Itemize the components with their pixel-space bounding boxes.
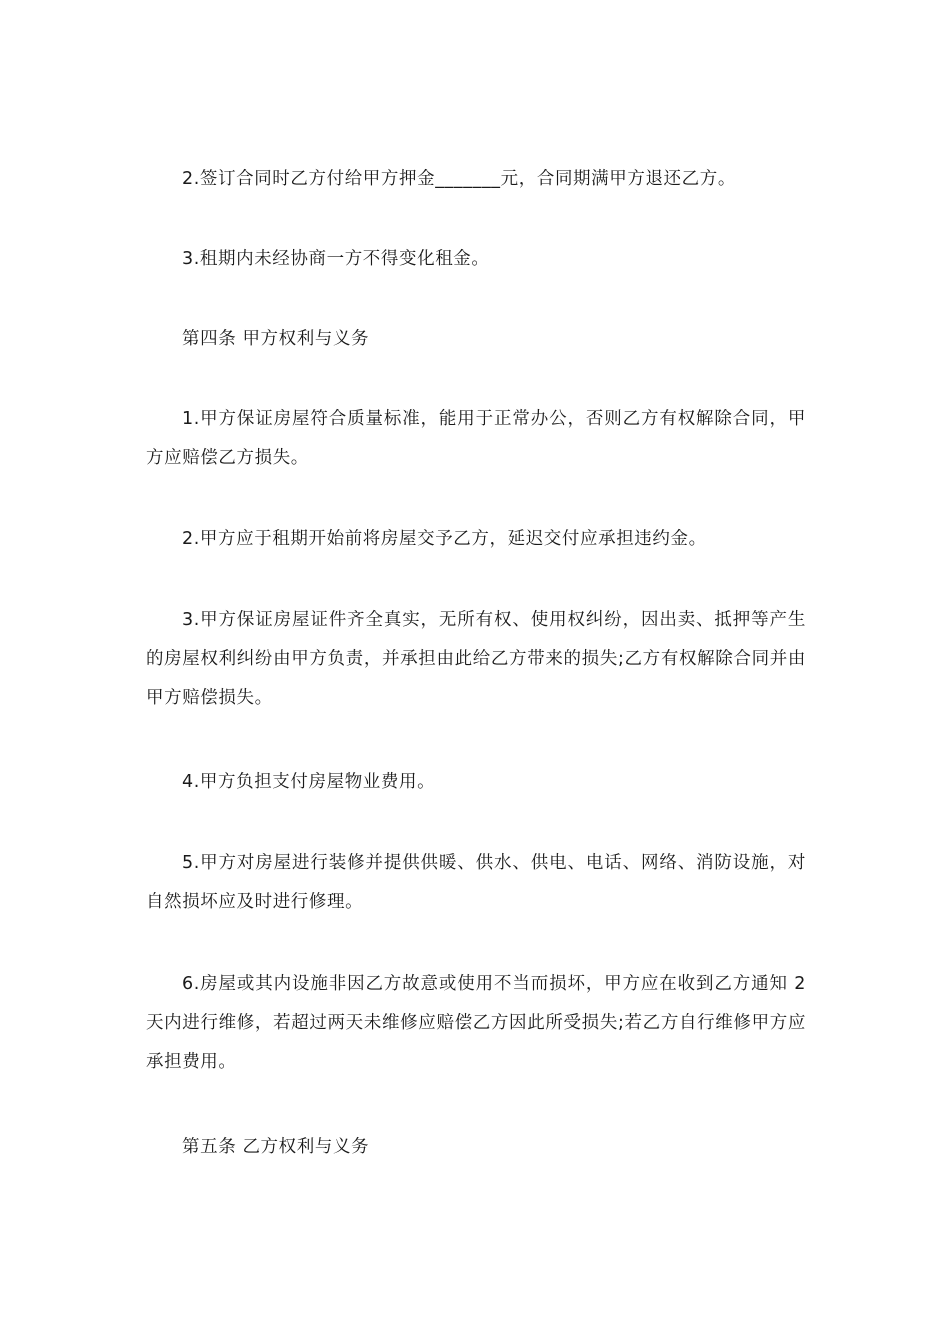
clause-party-a-1: 1.甲方保证房屋符合质量标准，能用于正常办公，否则乙方有权解除合同，甲方应赔偿乙方损失。 xyxy=(146,409,806,468)
clause-party-a-6: 6.房屋或其内设施非因乙方故意或使用不当而损坏，甲方应在收到乙方通知 2 天内进行维修，若超过两天未维修应赔偿乙方因此所受损失;若乙方自行维修甲方应承担费用。 xyxy=(146,974,806,1072)
section-heading-article-4: 第四条 甲方权利与义务 xyxy=(182,329,370,349)
clause-party-a-2: 2.甲方应于租期开始前将房屋交予乙方，延迟交付应承担违约金。 xyxy=(182,529,707,549)
clause-rent-change: 3.租期内未经协商一方不得变化租金。 xyxy=(182,249,490,269)
clause-party-a-3: 3.甲方保证房屋证件齐全真实，无所有权、使用权纠纷，因出卖、抵押等产生的房屋权利纠纷由甲方负责，并承担由此给乙方带来的损失;乙方有权解除合同并由甲方赔偿损失。 xyxy=(146,610,806,708)
clause-party-a-4: 4.甲方负担支付房屋物业费用。 xyxy=(182,772,436,792)
section-heading-article-5: 第五条 乙方权利与义务 xyxy=(182,1137,370,1157)
clause-deposit: 2.签订合同时乙方付给甲方押金_______元，合同期满甲方退还乙方。 xyxy=(182,169,736,189)
clause-party-a-5: 5.甲方对房屋进行装修并提供供暖、供水、供电、电话、网络、消防设施，对自然损坏应及时进行修理。 xyxy=(146,853,806,912)
